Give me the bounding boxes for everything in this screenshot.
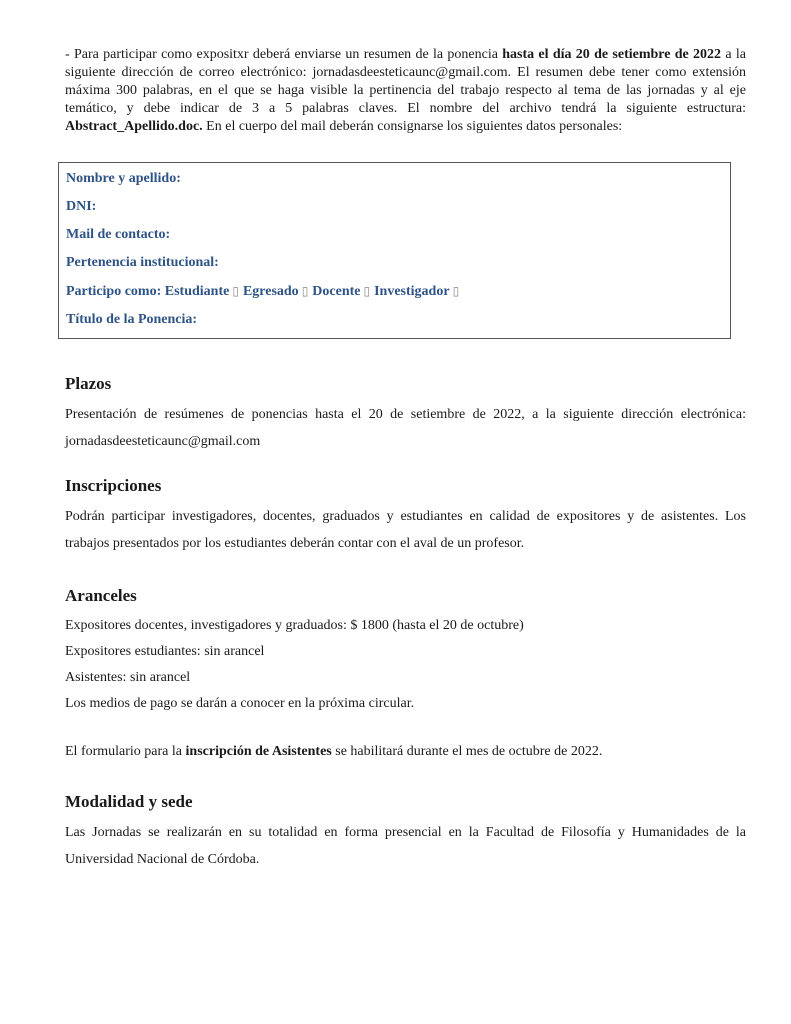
section-title-modalidad: Modalidad y sede xyxy=(65,792,193,811)
arancel-line: Expositores docentes, investigadores y graduados: $ 1800 (hasta el 20 de octubre) xyxy=(65,618,524,633)
section-title-plazos: Plazos xyxy=(65,374,112,393)
formulario-text-1: El formulario para la xyxy=(65,744,186,759)
form-row-pertenencia: Pertenencia institucional: xyxy=(66,255,219,270)
section-title-aranceles: Aranceles xyxy=(65,586,137,605)
intro-text-3: En el cuerpo del mail deberán consignarse los siguientes datos personales: xyxy=(202,119,623,134)
option-egresado: Egresado xyxy=(242,284,299,299)
deadline-bold: hasta el día 20 de setiembre de 2022 xyxy=(502,47,722,62)
arancel-line: Los medios de pago se darán a conocer en la próxima circular. xyxy=(65,696,415,711)
filename-bold: Abstract_Apellido.doc. xyxy=(65,119,203,134)
form-row-dni: DNI: xyxy=(66,199,97,214)
formulario-asistentes-text xyxy=(65,739,746,765)
checkbox-icon: ▯ xyxy=(363,284,371,298)
participo-label: Participo como: xyxy=(66,284,162,299)
personal-data-box xyxy=(58,162,731,339)
document-page xyxy=(65,46,746,873)
option-docente: Docente xyxy=(312,284,361,299)
intro-text-2: a la siguiente dirección de correo electrónico: jornadasdeesteticaunc@gmail.com. El resumen debe tener como extensión máxima 300 palabras, en el que se haga visible la pertinencia del trabajo respecto al tema de las jornadas y al eje temático, y debe indicar de 3 a 5 palabras claves. El nombre del archivo tendrá la siguiente estructura: xyxy=(65,47,746,116)
formulario-text-2: se habilitará durante el mes de octubre de 2022. xyxy=(331,744,603,759)
option-estudiante: Estudiante xyxy=(164,284,230,299)
arancel-line: Expositores estudiantes: sin arancel xyxy=(65,644,265,659)
checkbox-icon: ▯ xyxy=(452,284,460,298)
checkbox-icon: ▯ xyxy=(232,284,239,298)
option-investigador: Investigador xyxy=(374,284,450,299)
checkbox-icon: ▯ xyxy=(301,284,309,298)
form-row-participo xyxy=(66,277,723,306)
arancel-line: Asistentes: sin arancel xyxy=(65,670,191,685)
modalidad-text: Las Jornadas se realizarán en su totalidad en forma presencial en la Facultad de Filosofía y Humanidades de la Universidad Nacional de Córdoba. xyxy=(65,825,746,867)
section-title-inscripciones: Inscripciones xyxy=(65,476,162,495)
inscripciones-text: Podrán participar investigadores, docentes, graduados y estudiantes en calidad de expositores y de asistentes. Los trabajos presentados por los estudiantes deberán contar con el aval de un profesor. xyxy=(65,509,746,551)
intro-paragraph xyxy=(65,46,746,136)
form-row-mail: Mail de contacto: xyxy=(66,227,171,242)
intro-text-1: - Para participar como expositxr deberá enviarse un resumen de la ponencia xyxy=(65,47,503,62)
formulario-bold: inscripción de Asistentes xyxy=(185,744,332,759)
plazos-text: Presentación de resúmenes de ponencias hasta el 20 de setiembre de 2022, a la siguiente dirección electrónica: jornadasdeesteticaunc@gmail.com xyxy=(65,407,746,449)
form-row-titulo: Título de la Ponencia: xyxy=(66,312,198,327)
form-row-nombre: Nombre y apellido: xyxy=(66,171,181,186)
